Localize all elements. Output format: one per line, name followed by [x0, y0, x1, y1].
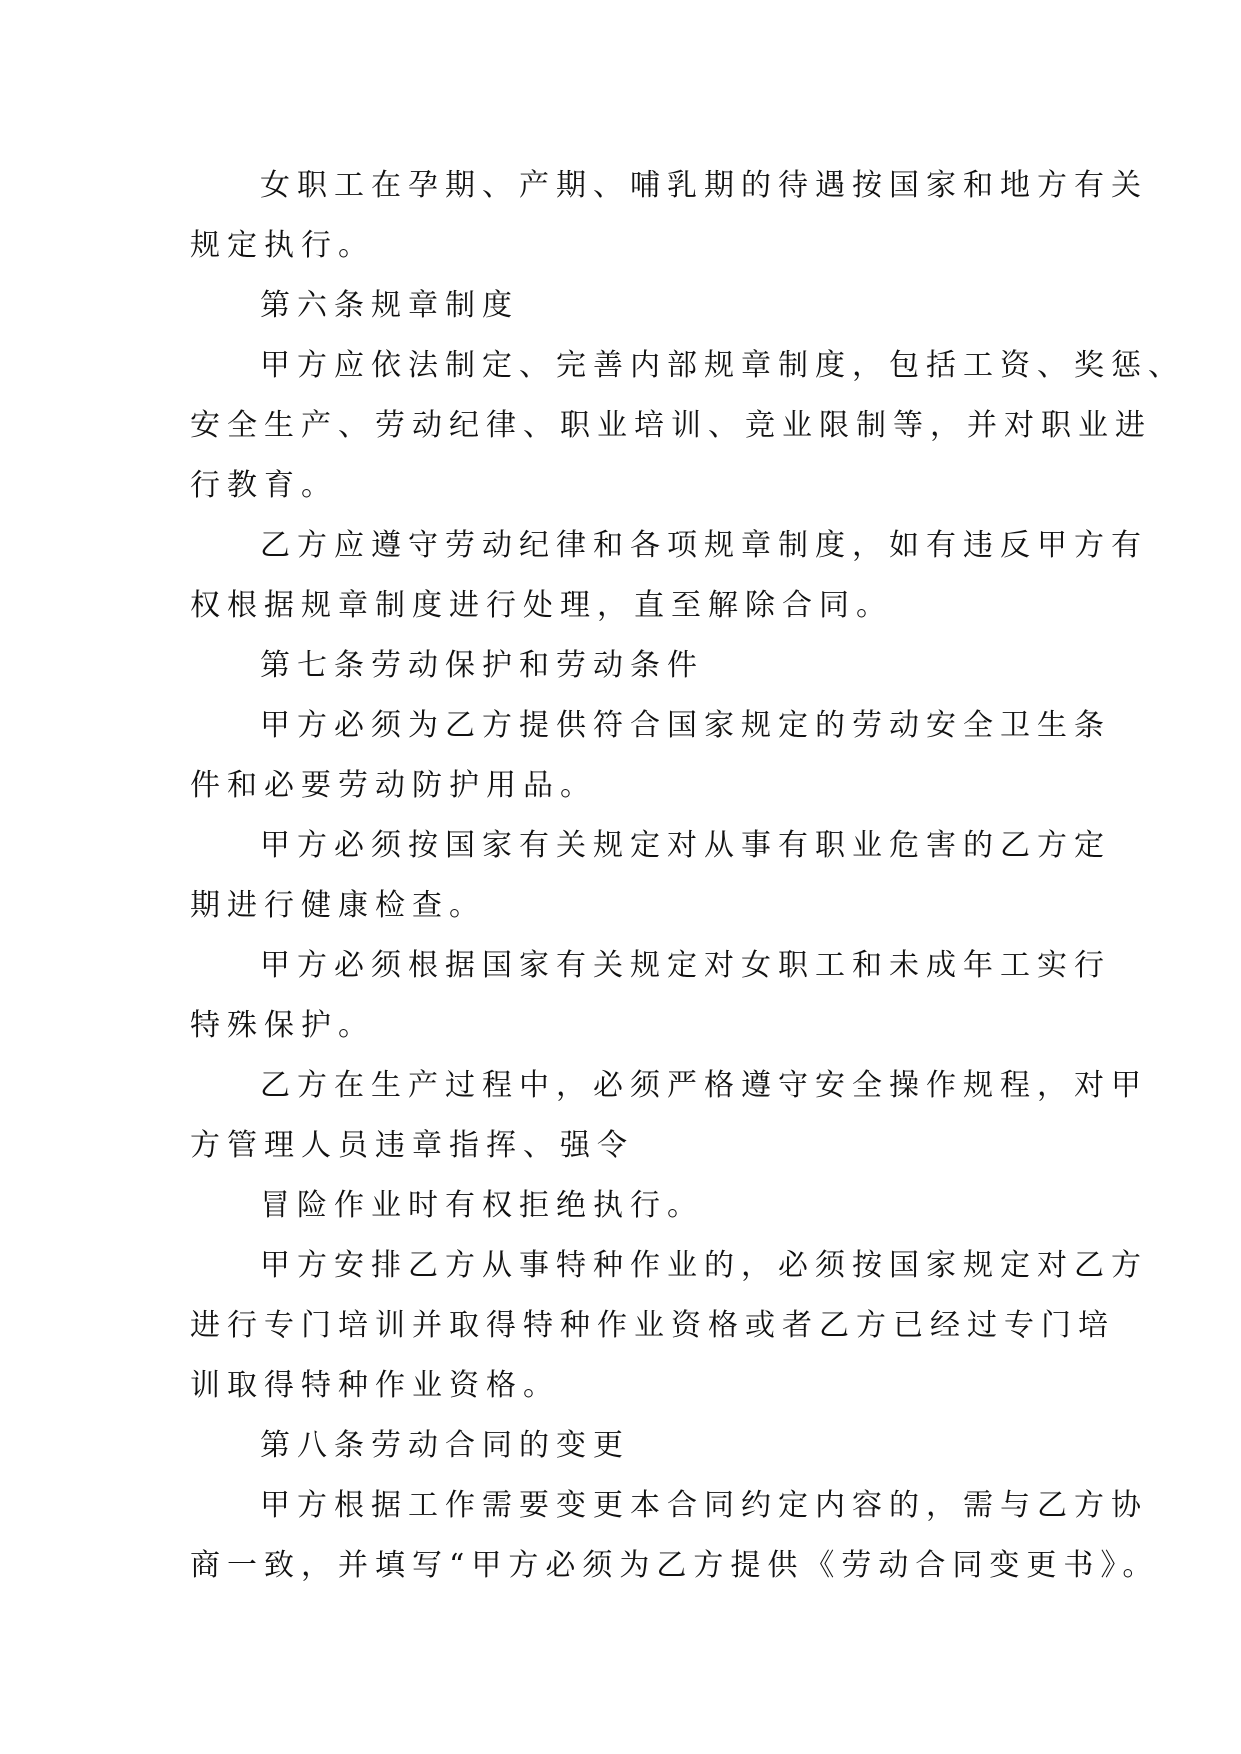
text-line: 冒险作业时有权拒绝执行。	[260, 1188, 704, 1223]
text-line: 甲方安排乙方从事特种作业的，必须按国家规定对乙方	[260, 1248, 1148, 1283]
text-line: 权根据规章制度进行处理，直至解除合同。	[190, 588, 893, 623]
text-line: 甲方必须按国家有关规定对从事有职业危害的乙方定	[260, 828, 1111, 863]
text-line: 特殊保护。	[190, 1008, 375, 1043]
text-line: 训取得特种作业资格。	[190, 1368, 560, 1403]
text-line: 甲方必须根据国家有关规定对女职工和未成年工实行	[260, 948, 1111, 983]
text-line: 甲方根据工作需要变更本合同约定内容的，需与乙方协	[260, 1488, 1148, 1523]
article-heading-6: 第六条规章制度	[260, 288, 519, 323]
text-line: 期进行健康检查。	[190, 888, 486, 923]
text-line: 乙方在生产过程中，必须严格遵守安全操作规程，对甲	[260, 1068, 1148, 1103]
text-line: 安全生产、劳动纪律、职业培训、竞业限制等，并对职业进	[190, 408, 1152, 443]
document-body	[190, 156, 1185, 1596]
text-line: 女职工在孕期、产期、哺乳期的待遇按国家和地方有关	[260, 168, 1148, 203]
text-line: 商一致，并填写“甲方必须为乙方提供《劳动合同变更书》。	[190, 1548, 1160, 1583]
text-line: 乙方应遵守劳动纪律和各项规章制度，如有违反甲方有	[260, 528, 1148, 563]
text-line: 甲方必须为乙方提供符合国家规定的劳动安全卫生条	[260, 708, 1111, 743]
text-line: 件和必要劳动防护用品。	[190, 768, 597, 803]
text-line: 规定执行。	[190, 228, 375, 263]
text-line: 进行专门培训并取得特种作业资格或者乙方已经过专门培	[190, 1308, 1115, 1343]
text-line: 方管理人员违章指挥、强令	[190, 1128, 634, 1163]
article-heading-8: 第八条劳动合同的变更	[260, 1428, 630, 1463]
text-line: 甲方应依法制定、完善内部规章制度，包括工资、奖惩、	[260, 348, 1185, 383]
article-heading-7: 第七条劳动保护和劳动条件	[260, 648, 704, 683]
text-line: 行教育。	[190, 468, 338, 503]
